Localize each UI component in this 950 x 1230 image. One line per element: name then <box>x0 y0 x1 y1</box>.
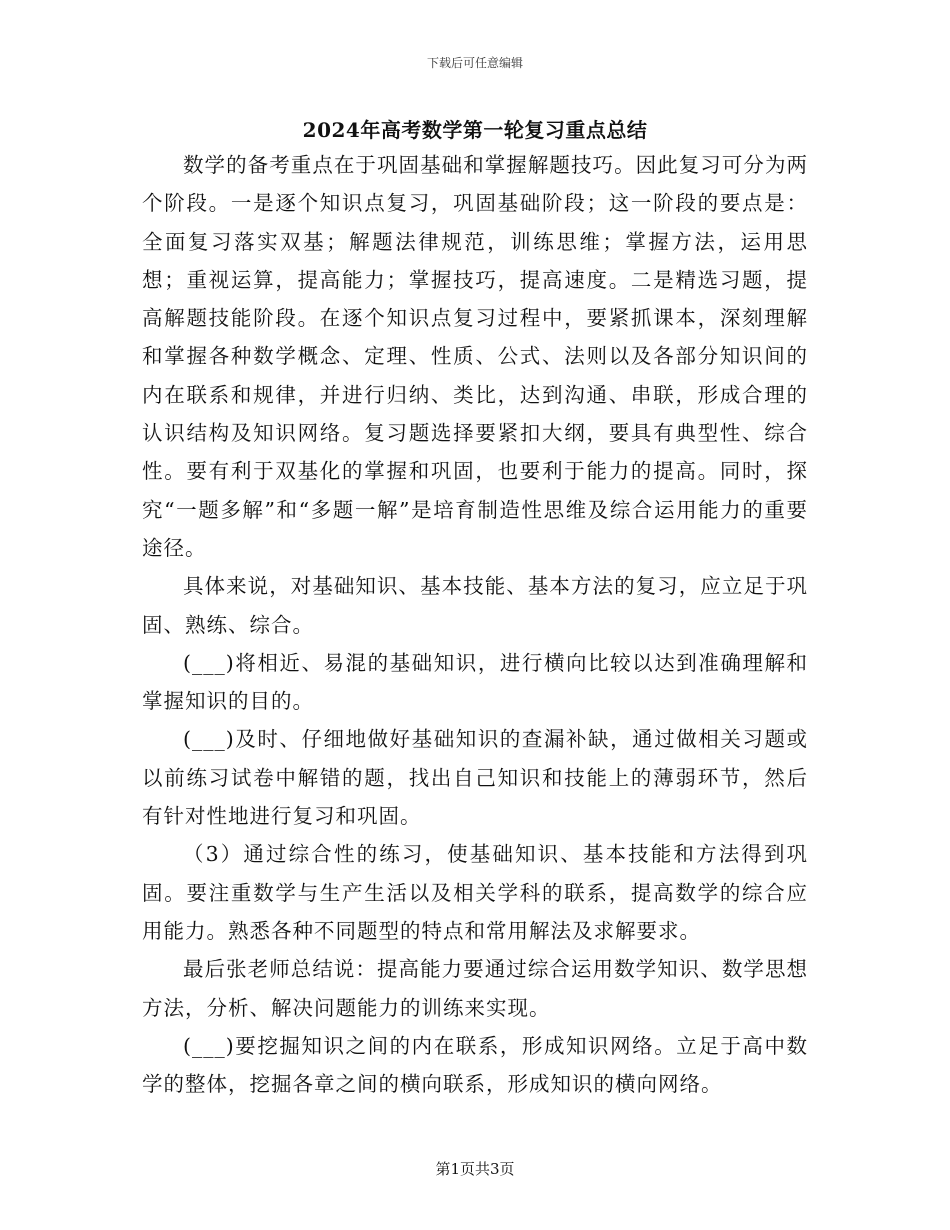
document-title: 2024年高考数学第一轮复习重点总结 <box>302 118 648 142</box>
paragraph-item-2: (___)及时、仔细地做好基础知识的查漏补缺，通过做相关习题或以前练习试卷中解错的题，找出自己知识和技能上的薄弱环节，然后有针对性地进行复习和巩固。 <box>142 727 808 829</box>
paragraph-summary: 最后张老师总结说：提高能力要通过综合运用数学知识、数学思想方法，分析、解决问题能力的训练来实现。 <box>142 957 808 1020</box>
header-note: 下载后可任意编辑 <box>426 56 523 70</box>
paragraph-specifics: 具体来说，对基础知识、基本技能、基本方法的复习，应立足于巩固、熟练、综合。 <box>142 574 808 637</box>
paragraph-item-4: (___)要挖掘知识之间的内在联系，形成知识网络。立足于高中数学的整体，挖掘各章之间的横向联系，形成知识的横向网络。 <box>142 1033 808 1097</box>
paragraph-item-3: （3）通过综合性的练习，使基础知识、基本技能和方法得到巩固。要注重数学与生产生活以及相关学科的联系，提高数学的综合应用能力。熟悉各种不同题型的特点和常用解法及求解要求。 <box>142 842 808 943</box>
document-body <box>142 146 808 1103</box>
page-number: 第1页共3页 <box>435 1160 515 1178</box>
paragraph-intro: 数学的备考重点在于巩固基础和掌握解题技巧。因此复习可分为两个阶段。一是逐个知识点复习，巩固基础阶段；这一阶段的要点是：全面复习落实双基；解题法律规范，训练思维；掌握方法，运用思想；重视运算，提高能力；掌握技巧，提高速度。二是精选习题，提高解题技能阶段。在逐个知识点复习过程中，要紧抓课本，深刻理解和掌握各种数学概念、定理、性质、公式、法则以及各部分知识间的内在联系和规律，并进行归纳、类比，达到沟通、串联，形成合理的认识结构及知识网络。复习题选择要紧扣大纲，要具有典型性、综合性。要有利于双基化的掌握和巩固，也要利于能力的提高。同时，探究“一题多解”和“多题一解”是培育制造性思维及综合运用能力的重要途径。 <box>142 153 808 560</box>
paragraph-item-1: (___)将相近、易混的基础知识，进行横向比较以达到准确理解和掌握知识的目的。 <box>142 650 808 714</box>
